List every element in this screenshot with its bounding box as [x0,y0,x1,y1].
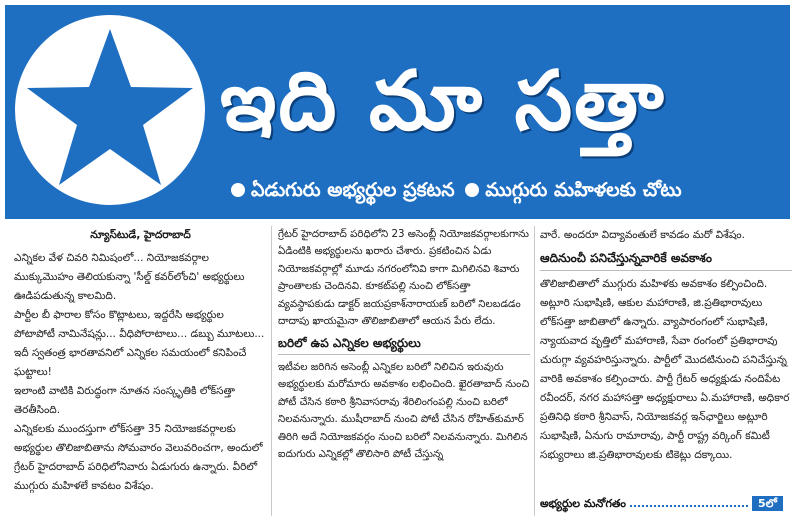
star-icon [15,15,205,205]
column-divider [271,226,272,516]
article-column-2 [278,226,530,463]
continued-reference [540,492,792,516]
paragraph: తొలిజాబితాలో ముగ్గురు మహిళకు అవకాశం కల్పించింది. అట్లూరి సుభాషిణి, ఆకుల మహారాణి, జి.ప్రతిభారావులు లోక్‌సత్తా జాబితాలో ఉన్నారు. వ్యాపారంగంలో సుభాషిణి, న్యాయవాద వృత్తిలో మహారాణి, సేవా రంగంలో ప్రతిభారావు చురుగ్గా వ్యవహరిస్తున్నారు. పార్టీలో మొదటినుంచి పనిచేస్తున్న వారికి అవకాశం కల్పించారు. పార్టీ గ్రేటర్ అధ్యక్షుడు నందిపేట రవీందర్, నగర మహాసత్తా అధ్యక్షురాలు ఏ.మహారాణి, అధికార ప్రతినిధి కఠారి శ్రీనివాస్, నియోజకవర్గ ఇన్‌ఛార్జిలు అట్లూరి సుభాషిణి, ఏనుగు రామారావు, పార్టీ రాష్ట్ర వర్కింగ్ కమిటీ సభ్యురాలు జి.ప్రతిభారావులకు టికెట్లు దక్కాయి. [540,278,790,461]
bullet-2: ముగ్గురు మహిళలకు చోటు [485,179,682,201]
headline: ఇది మా సత్తా [220,54,666,149]
paragraph: ఇలాంటి వాటికి విరుద్ధంగా నూతన సంస్కృతికి లోక్‌సత్తా తెరతీసింది. [14,385,236,416]
article-column-1 [14,226,267,496]
dotted-leader [630,495,748,507]
bullet-dot-icon [231,183,245,197]
continued-label: అభ్యర్థుల మనోగతం [540,497,626,510]
paragraph: గ్రేటర్ హైదరాబాద్ పరిధిలోని 23 అసెంబ్లీ నియోజకవర్గాలకుగాను ఏడింటికి అభ్యర్థులను ఖరారు చేశారు. ప్రకటించిన ఏడు నియోజకవర్గాల్లో మూడు నగరంలోనివి కాగా మిగిలినవి శివారు ప్రాంతాలకు చెందినవి. కూకట్‌పల్లి నుంచి లోక్‌సత్తా వ్యవస్థాపకుడు డాక్టర్ జయప్రకాశ్‌నారాయణ్ బరిలో నిలబడడం దాదాపు ఖాయమైనా తొలిజాబితాలో ఆయన పేరు లేదు. [278,228,529,328]
dateline: న్యూస్‌టుడే, హైదరాబాద్ [90,229,191,241]
article-column-3 [540,226,792,465]
logo-circle [15,15,205,205]
paragraph: వారే. అందరూ విద్యావంతులే కావడం మరో విశేషం. [540,229,745,241]
column-divider [534,226,535,516]
headline-banner [5,5,790,219]
paragraph: పార్టీల బీ ఫారాల కోసం కొట్లాటలు, ఇద్దరేసి అభ్యర్థుల పోటాపోటీ నామినేషన్లు... వీధిపోరాటాలు... డబ్బు మూటలు... ఇదీ స్వతంత్ర భారతావనిలో ఎన్నికల సమయంలో కనిపించే ఘట్టాలు! [14,309,265,378]
bullet-dot-icon [465,183,479,197]
paragraph: ఇటీవల జరిగిన అసెంబ్లీ ఎన్నికల బరిలో నిలిచిన ఇరువురు అభ్యర్థులకు మరోమారు అవకాశం లభించింది. ఖైరతాబాద్ నుంచి పోటీ చేసిన కఠారి శ్రీనివాసరావు శేరిలింగంపల్లి నుంచి బరిలో నిలవనున్నారు. ముషీరాబాద్ నుంచి పోటీ చేసిన రోహిత్‌కుమార్ తిరిగి అదే నియోజకవర్గం నుంచి బరిలో నిలవనున్నారు. మిగిలిన ఐదుగురు ఎన్నికల్లో తొలిసారి పోటీ చేస్తున్న [278,360,530,461]
subheading: బరిలో ఉప ఎన్నికల అభ్యర్థులు [278,335,530,355]
subheading: ఆదినుంచీ పనిచేస్తున్నవారికే అవకాశం [540,249,792,271]
bullet-1: ఏడుగురు అభ్యర్థుల ప్రకటన [251,179,455,201]
paragraph: ఎన్నికలకు ముందస్తుగా లోక్‌సత్తా 35 నియోజకవర్గాలకు అభ్యర్థుల తొలిజాబితాను సోమవారం వెలువరించగా, అందులో గ్రేటర్ హైదరాబాద్ పరిధిలోనివారు ఏడుగురు ఉన్నారు. వీరిలో ముగ్గురు మహిళలే కావటం విశేషం. [14,423,263,492]
subheadline-bullets [227,173,682,207]
page-reference: 5లో [752,496,783,511]
paragraph: ఎన్నికల వేళ చివరి నిమిషంలో... నియోజకవర్గాల ముక్కుమొహం తెలియకున్నా 'సీల్డ్ కవర్‌లోంచి' అభ్యర్థులు ఊడిపడుతున్న కాలమిది. [14,252,245,302]
